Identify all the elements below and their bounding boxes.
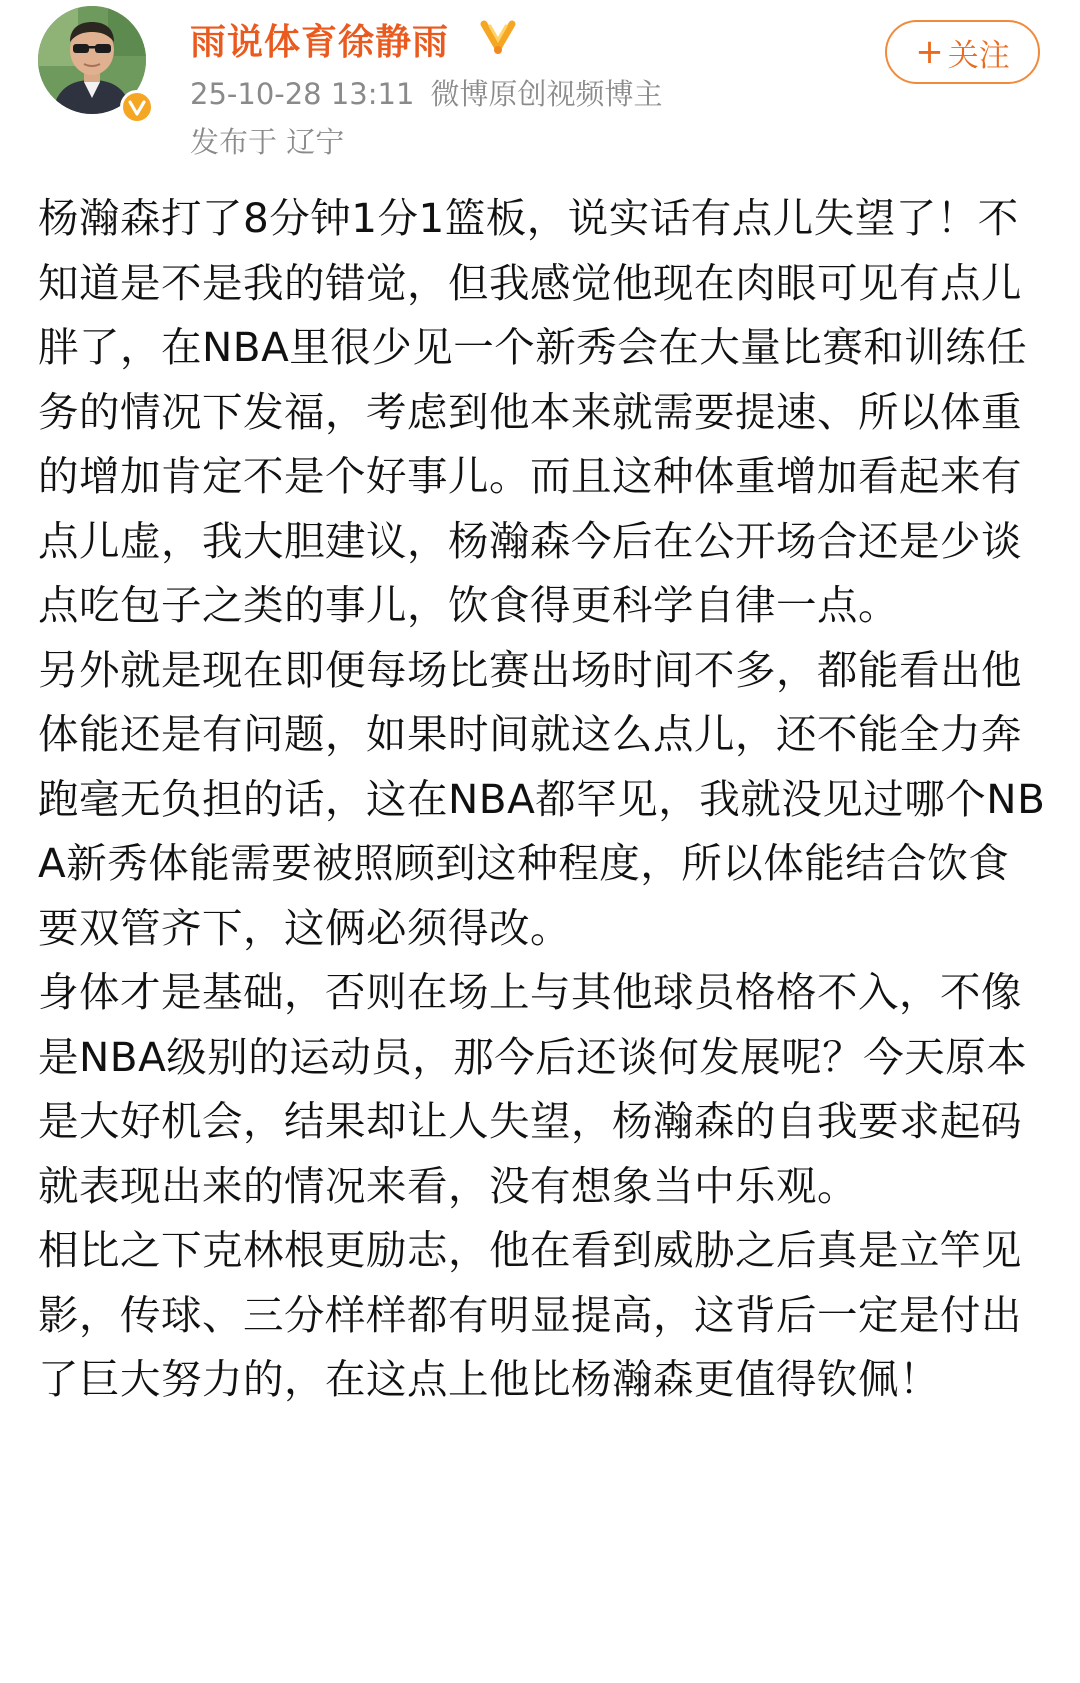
post-header	[0, 0, 1080, 175]
follow-button-label: 关注	[947, 37, 1010, 74]
post-meta	[190, 72, 678, 113]
gold-v-badge-icon	[478, 18, 518, 58]
post-timestamp: 25-10-28 13:11	[190, 77, 415, 111]
post-location: 发布于 辽宁	[190, 125, 345, 159]
post-paragraph: 另外就是现在即便每场比赛出场时间不多，都能看出他体能还是有问题，如果时间就这么点儿，还不能全力奔跑毫无负担的话，这在NBA都罕见，我就没见过哪个NBA新秀体能需要被照顾到这种程度，所以体能结合饮食要双管齐下，这俩必须得改。	[38, 645, 1046, 952]
post-paragraph: 杨瀚森打了8分钟1分1篮板，说实话有点儿失望了！不知道是不是我的错觉，但我感觉他现在肉眼可见有点儿胖了，在NBA里很少见一个新秀会在大量比赛和训练任务的情况下发福，考虑到他本来就需要提速、所以体重的增加肯定不是个好事儿。而且这种体重增加看起来有点儿虚，我大胆建议，杨瀚森今后在公开场合还是少谈点吃包子之类的事儿，饮食得更科学自律一点。	[38, 194, 1028, 629]
plus-icon: +	[915, 32, 944, 72]
post-paragraph: 身体才是基础，否则在场上与其他球员格格不入，不像是NBA级别的运动员，那今后还谈何发展呢？今天原本是大好机会，结果却让人失望，杨瀚森的自我要求起码就表现出来的情况来看，没有想象当中乐观。	[38, 968, 1028, 1210]
follow-button[interactable]	[885, 20, 1040, 84]
post-paragraph: 相比之下克林根更励志，他在看到威胁之后真是立竿见影，传球、三分样样都有明显提高，这背后一定是付出了巨大努力的，在这点上他比杨瀚森更值得钦佩！	[38, 1226, 1022, 1403]
post-source: 微博原创视频博主	[430, 77, 663, 111]
post-content	[38, 186, 1048, 1412]
username[interactable]: 雨说体育徐静雨	[190, 22, 450, 63]
orange-verified-icon	[120, 90, 154, 124]
